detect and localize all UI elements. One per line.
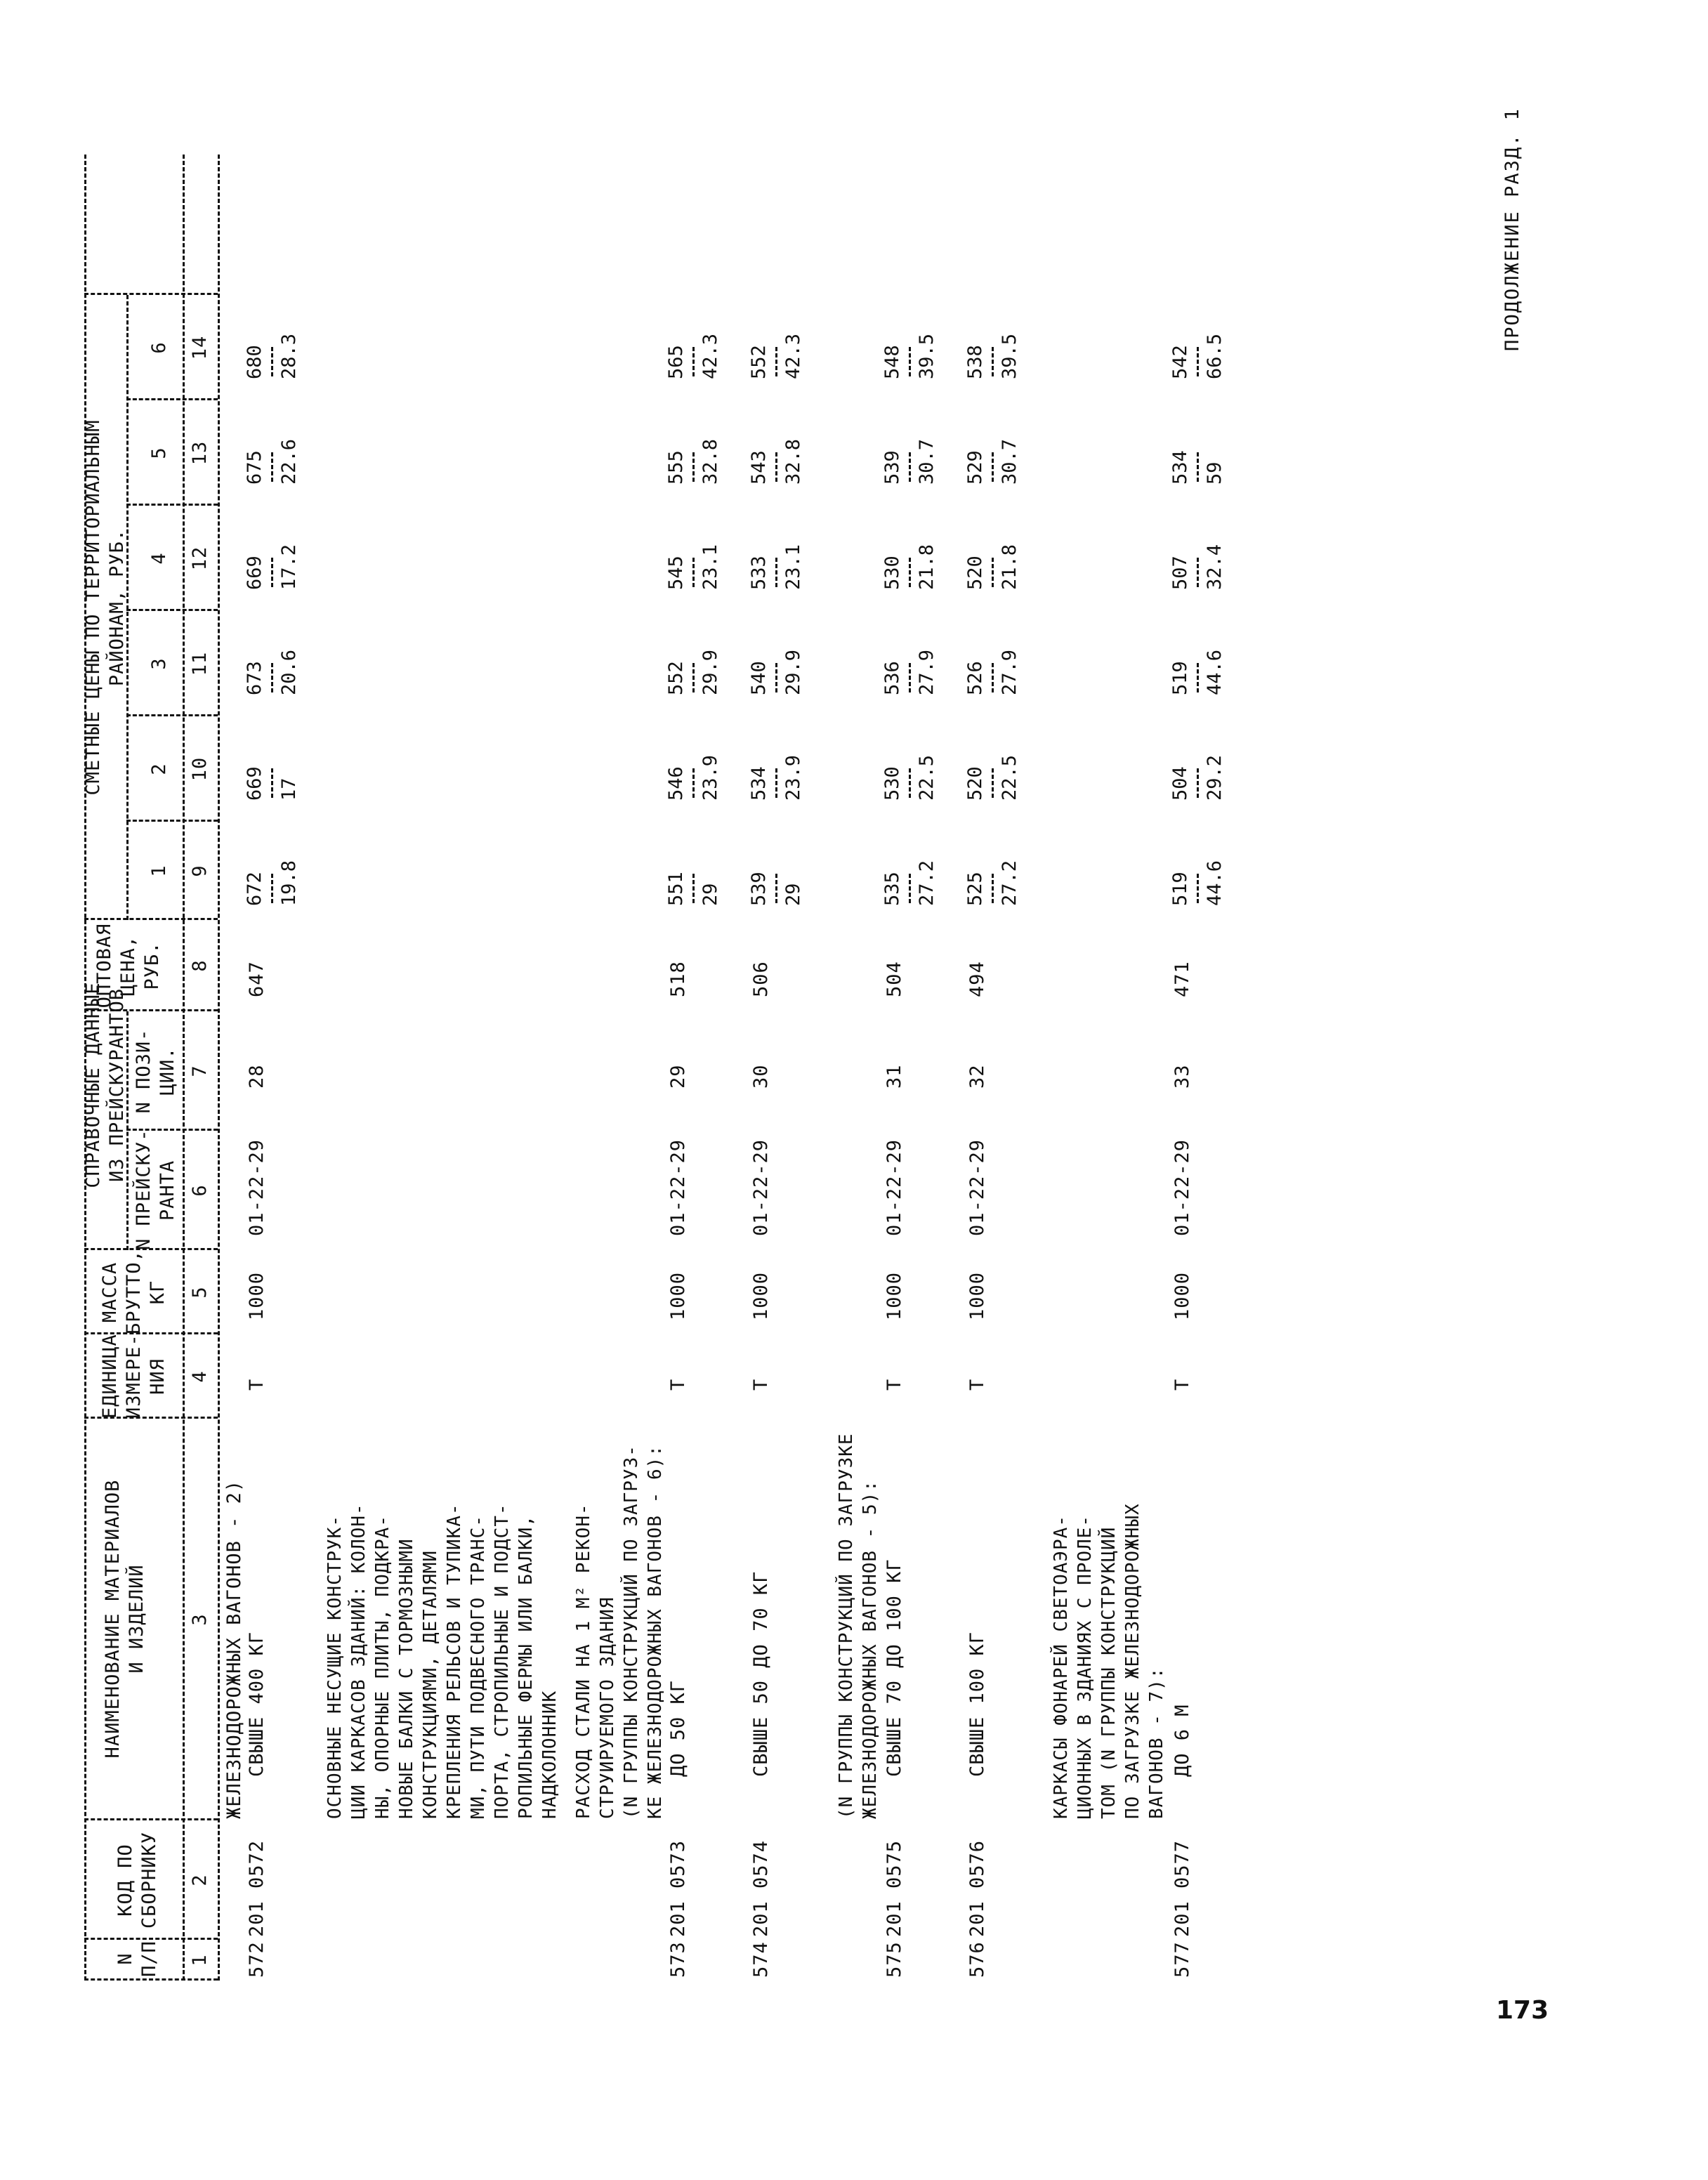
price-value: 545	[665, 556, 687, 590]
row-unit: Т	[1171, 1378, 1193, 1391]
price-region-5	[749, 439, 804, 485]
colnum-1: 1	[189, 1954, 211, 1966]
colnum-12: 12	[189, 546, 211, 571]
price-value: 552	[748, 345, 770, 379]
header-region-3: 3	[148, 657, 170, 670]
row-mass: 1000	[966, 1271, 988, 1320]
price-region-1	[666, 872, 721, 906]
row-code: 201 0574	[750, 1839, 772, 1937]
header-region-4: 4	[148, 552, 170, 565]
price-share: 39.5	[916, 333, 938, 379]
price-region-6	[965, 334, 1020, 379]
price-region-6	[749, 334, 804, 379]
price-region-4	[749, 544, 804, 590]
colnum-5: 5	[189, 1286, 211, 1299]
row-pricelist: 01-22-29	[750, 1138, 772, 1236]
header-reference-group: СПРАВОЧНЫЕ ДАННЫЕ ИЗ ПРЕЙСКУРАНТОВ	[82, 982, 128, 1188]
row-unit: Т	[667, 1378, 689, 1391]
price-region-5	[1170, 450, 1226, 485]
price-share: 23.1	[782, 544, 804, 590]
price-share: 19.8	[278, 860, 300, 906]
row-name: ДО 6 М	[1171, 1704, 1193, 1777]
price-region-3	[666, 650, 721, 695]
price-share: 21.8	[999, 544, 1020, 590]
header-np: N П/П	[114, 1941, 160, 1977]
price-share: 22.5	[916, 754, 938, 801]
price-value: 542	[1169, 345, 1191, 379]
price-region-2	[244, 766, 300, 801]
price-value: 536	[881, 661, 903, 695]
price-value: 529	[964, 450, 986, 485]
price-region-1	[1170, 860, 1226, 906]
row-pricelist: 01-22-29	[667, 1138, 689, 1236]
price-region-6	[666, 334, 721, 379]
header-code: КОД ПО СБОРНИКУ	[114, 1831, 160, 1929]
price-value: 530	[881, 556, 903, 590]
price-region-4	[666, 544, 721, 590]
price-share: 27.2	[999, 860, 1020, 906]
price-value: 526	[964, 661, 986, 695]
price-region-2	[749, 755, 804, 801]
row-position: 32	[966, 1064, 988, 1089]
colnum-14: 14	[189, 335, 211, 360]
price-value: 546	[665, 766, 687, 801]
colnum-13: 13	[189, 440, 211, 466]
row-mass: 1000	[667, 1271, 689, 1320]
price-region-3	[244, 650, 300, 695]
price-region-6	[882, 334, 938, 379]
header-region-1: 1	[148, 865, 170, 877]
price-share: 22.6	[278, 438, 300, 485]
row-name: СВЫШЕ 100 КГ	[966, 1631, 988, 1777]
price-share: 17	[278, 777, 300, 801]
row-np: 572	[246, 1941, 268, 1978]
price-value: 533	[748, 556, 770, 590]
price-value: 525	[964, 872, 986, 906]
price-share: 32.8	[699, 438, 721, 485]
row-code: 201 0577	[1171, 1839, 1193, 1937]
colnum-10: 10	[189, 756, 211, 782]
group-text-load-group-5: (N ГРУППЫ КОНСТРУКЦИЙ ПО ЗАГРУЗКЕ ЖЕЛЕЗНОДОРОЖНЫХ ВАГОНОВ - 5):	[836, 1433, 881, 1819]
row-code: 201 0572	[246, 1839, 268, 1937]
header-region-5: 5	[148, 447, 170, 459]
colnum-4: 4	[189, 1370, 211, 1383]
row-code: 201 0575	[883, 1839, 905, 1937]
price-region-2	[882, 755, 938, 801]
header-region-6: 6	[148, 341, 170, 354]
price-value: 534	[748, 766, 770, 801]
price-share: 29.9	[699, 649, 721, 695]
price-value: 555	[665, 450, 687, 485]
price-share: 42.3	[699, 333, 721, 379]
header-bottom-rule	[218, 155, 220, 1981]
row-np: 576	[966, 1941, 988, 1978]
price-value: 675	[244, 450, 265, 485]
price-share: 42.3	[782, 333, 804, 379]
price-share: 39.5	[999, 333, 1020, 379]
row-position: 33	[1171, 1064, 1193, 1089]
price-region-5	[965, 439, 1020, 485]
row-code: 201 0573	[667, 1839, 689, 1937]
price-value: 520	[964, 766, 986, 801]
colnum-11: 11	[189, 651, 211, 676]
colnum-8: 8	[189, 959, 211, 972]
price-share: 23.1	[699, 544, 721, 590]
row-code: 201 0576	[966, 1839, 988, 1937]
price-value: 539	[748, 872, 770, 906]
row-position: 31	[883, 1064, 905, 1089]
price-region-3	[882, 650, 938, 695]
price-value: 669	[244, 556, 265, 590]
price-value: 538	[964, 345, 986, 379]
price-share: 28.3	[278, 333, 300, 379]
price-value: 672	[244, 872, 265, 906]
price-region-2	[666, 755, 721, 801]
price-value: 548	[881, 345, 903, 379]
header-wholesale-price: ОПТОВАЯ ЦЕНА, РУБ.	[93, 923, 163, 1009]
row-name: СВЫШЕ 70 ДО 100 КГ	[883, 1558, 905, 1777]
price-value: 565	[665, 345, 687, 379]
price-region-3	[965, 650, 1020, 695]
row-wholesale: 504	[883, 961, 905, 997]
price-region-4	[882, 544, 938, 590]
intro-text: ЖЕЛЕЗНОДОРОЖНЫХ ВАГОНОВ - 2)	[223, 1479, 245, 1819]
row-name: СВЫШЕ 50 ДО 70 КГ	[750, 1570, 772, 1777]
row-wholesale: 471	[1171, 961, 1193, 997]
colnum-7: 7	[189, 1065, 211, 1077]
price-share: 20.6	[278, 649, 300, 695]
section-continuation-label: ПРОДОЛЖЕНИЕ РАЗД. 1	[1502, 107, 1523, 351]
price-region-1	[749, 872, 804, 906]
row-np: 574	[750, 1941, 772, 1978]
row-unit: Т	[750, 1378, 772, 1391]
header-name: НАИМЕНОВАНИЕ МАТЕРИАЛОВ И ИЗДЕЛИЙ	[102, 1479, 147, 1759]
row-np: 573	[667, 1941, 689, 1978]
price-share: 17.2	[278, 544, 300, 590]
price-share: 30.7	[999, 438, 1020, 485]
price-share: 29	[782, 883, 804, 906]
row-wholesale: 506	[750, 961, 772, 997]
row-unit: Т	[246, 1378, 268, 1391]
price-value: 673	[244, 661, 265, 695]
price-share: 29	[699, 883, 721, 906]
price-share: 27.9	[916, 649, 938, 695]
page-number: 173	[1496, 1996, 1549, 2025]
price-value: 535	[881, 872, 903, 906]
price-value: 680	[244, 345, 265, 379]
row-position: 28	[246, 1064, 268, 1089]
row-position: 30	[750, 1064, 772, 1089]
header-position-no: N ПОЗИ- ЦИИ.	[133, 1028, 178, 1114]
group-text-main-structures: ОСНОВНЫЕ НЕСУЩИЕ КОНСТРУК- ЦИИ КАРКАСОВ ЗДАНИЙ: КОЛОН- НЫ, ОПОРНЫЕ ПЛИТЫ, ПОДКРА- НОВЫЕ БАЛКИ С ТОРМОЗНЫМИ КОНСТРУКЦИЯМИ, ДЕТАЛЯМИ КРЕПЛЕНИЯ РЕЛЬСОВ И ТУПИКА- МИ, ПУТИ ПОДВЕСНОГО ТРАНС- ПОРТА, СТРОПИЛЬНЫЕ И ПОДСТ- РОПИЛЬНЫЕ ФЕРМЫ ИЛИ БАЛКИ, НАДКОЛОННИК	[324, 1503, 560, 1819]
price-region-5	[244, 439, 300, 485]
price-share: 23.9	[782, 754, 804, 801]
price-region-3	[749, 650, 804, 695]
price-value: 552	[665, 661, 687, 695]
row-pricelist: 01-22-29	[246, 1138, 268, 1236]
row-position: 29	[667, 1064, 689, 1089]
row-wholesale: 494	[966, 961, 988, 997]
price-share: 44.6	[1204, 860, 1226, 906]
price-value: 543	[748, 450, 770, 485]
price-share: 27.2	[916, 860, 938, 906]
group-text-skylight-frames: КАРКАСЫ ФОНАРЕЙ СВЕТОАЭРА- ЦИОННЫХ В ЗДАНИЯХ С ПРОЛЕ- ТОМ (N ГРУППЫ КОНСТРУКЦИЙ ПО ЗАГРУЗКЕ ЖЕЛЕЗНОДОРОЖНЫХ ВАГОНОВ - 7):	[1051, 1503, 1167, 1819]
price-region-3	[1170, 650, 1226, 695]
price-share: 22.5	[999, 754, 1020, 801]
price-value: 519	[1169, 872, 1191, 906]
row-name: ДО 50 КГ	[667, 1679, 689, 1777]
row-wholesale: 647	[246, 961, 268, 997]
row-np: 577	[1171, 1941, 1193, 1978]
price-value: 669	[244, 766, 265, 801]
row-pricelist: 01-22-29	[883, 1138, 905, 1236]
row-name: СВЫШЕ 400 КГ	[246, 1631, 268, 1777]
rotated-table-sheet	[82, 107, 1559, 1981]
price-region-4	[1170, 544, 1226, 590]
price-share: 21.8	[916, 544, 938, 590]
price-share: 30.7	[916, 438, 938, 485]
price-region-5	[882, 439, 938, 485]
price-region-6	[244, 334, 300, 379]
price-region-4	[244, 544, 300, 590]
row-mass: 1000	[246, 1271, 268, 1320]
price-value: 540	[748, 661, 770, 695]
price-region-5	[666, 439, 721, 485]
header-unit: ЕДИНИЦА ИЗМЕРЕ- НИЯ	[99, 1334, 169, 1419]
price-value: 504	[1169, 766, 1191, 801]
colnum-2: 2	[189, 1874, 211, 1886]
price-value: 551	[665, 872, 687, 906]
price-value: 530	[881, 766, 903, 801]
row-mass: 1000	[883, 1271, 905, 1320]
price-share: 44.6	[1204, 649, 1226, 695]
row-pricelist: 01-22-29	[1171, 1138, 1193, 1236]
row-unit: Т	[966, 1378, 988, 1391]
price-share: 29.2	[1204, 754, 1226, 801]
price-value: 520	[964, 556, 986, 590]
row-pricelist: 01-22-29	[966, 1138, 988, 1236]
price-share: 29.9	[782, 649, 804, 695]
price-share: 66.5	[1204, 333, 1226, 379]
price-value: 519	[1169, 661, 1191, 695]
price-region-1	[244, 860, 300, 906]
colnum-6: 6	[189, 1184, 211, 1197]
price-region-2	[1170, 755, 1226, 801]
price-share: 27.9	[999, 649, 1020, 695]
price-region-2	[965, 755, 1020, 801]
row-mass: 1000	[750, 1271, 772, 1320]
price-region-6	[1170, 334, 1226, 379]
header-estimate-group: СМЕТНЫЕ ЦЕНЫ ПО ТЕРРИТОРИАЛЬНЫМ РАЙОНАМ, РУБ.	[82, 419, 128, 796]
header-mid-rule	[183, 155, 185, 1981]
price-value: 534	[1169, 450, 1191, 485]
price-region-1	[882, 860, 938, 906]
price-region-4	[965, 544, 1020, 590]
price-share: 32.4	[1204, 544, 1226, 590]
colnum-3: 3	[189, 1613, 211, 1626]
header-pricelist-no: N ПРЕЙСКУ- РАНТА	[133, 1129, 178, 1250]
row-np: 575	[883, 1941, 905, 1978]
price-share: 23.9	[699, 754, 721, 801]
row-unit: Т	[883, 1378, 905, 1391]
row-wholesale: 518	[667, 961, 689, 997]
group-text-steel-consumption: РАСХОД СТАЛИ НА 1 М² РЕКОН- СТРУИРУЕМОГО ЗДАНИЯ (N ГРУППЫ КОНСТРУКЦИЙ ПО ЗАГРУЗ- КЕ ЖЕЛЕЗНОДОРОЖНЫХ ВАГОНОВ - 6):	[573, 1445, 666, 1819]
header-mass: МАССА БРУТТО, КГ	[99, 1249, 169, 1334]
price-region-1	[965, 860, 1020, 906]
price-share: 32.8	[782, 438, 804, 485]
header-region-2: 2	[148, 763, 170, 775]
colnum-9: 9	[189, 865, 211, 877]
price-value: 507	[1169, 556, 1191, 590]
price-share: 59	[1204, 461, 1226, 485]
row-mass: 1000	[1171, 1271, 1193, 1320]
price-value: 539	[881, 450, 903, 485]
